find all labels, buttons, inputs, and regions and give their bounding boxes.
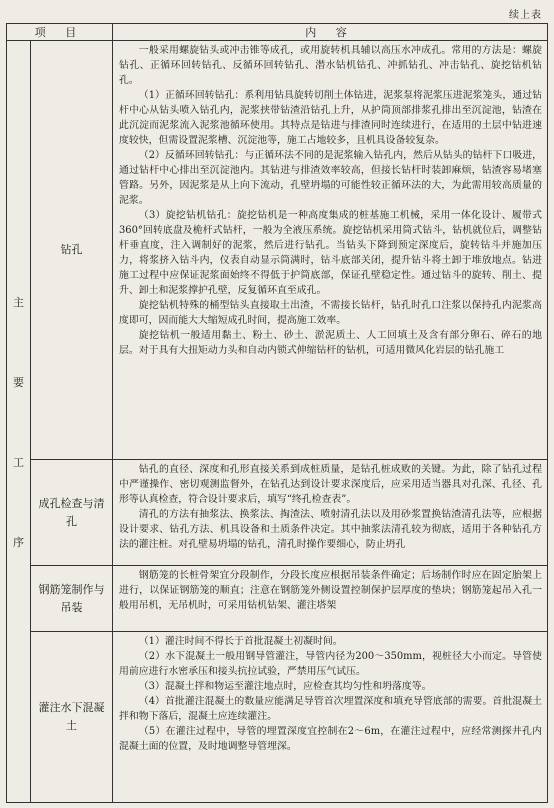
category-cell xyxy=(7,41,31,803)
paragraph: （2）水下混凝土一般用钢导管灌注，导管内径为200～350mm，视桩径大小而定。导管使用前应进行水密承压和接头抗拉试验，严禁用压气试压。 xyxy=(119,651,542,677)
continued-label: 续上表 xyxy=(509,10,542,21)
paragraph: （1）正循环回转钻孔：系利用钻具旋转切削土体钻进，泥浆泵将泥浆压进泥浆笼头，通过钻杆中心从钻头喷入钻孔内，泥浆挟带钻渣沿钻孔上升，从护筒顶部排浆孔排出至沉淀池，钻渣在此沉淀而泥浆流入泥浆池循环使用。其特点是钻进与排渣同时连续进行，在适用的土层中钻进速度较快，但需设置泥浆槽、沉淀池等，施工占地较多，且机具设备较复杂。 xyxy=(119,90,542,146)
header-item: 项 目 xyxy=(7,24,113,41)
paragraph: 旋挖钻机一般适用黏土、粉土、砂土、淤泥质土、人工回填土及含有部分卵石、碎石的地层。对于具有大扭矩动力头和自动内锁式伸缩钻杆的钻机，可适用微风化岩层的钻孔施工 xyxy=(119,330,542,356)
paragraph: 清孔的方法有抽浆法、换浆法、掏渣法、喷射清孔法以及用砂浆置换钻渣清孔法等，应根据设计要求、钻孔方法、机具设备和土质条件决定。其中抽浆法清孔较为彻底，适用于各种钻孔方法的灌注桩。对孔壁易坍塌的钻孔，清孔时操作要细心，防止坍孔 xyxy=(119,509,542,550)
section-content xyxy=(113,460,548,566)
section-content xyxy=(113,632,548,803)
section-content xyxy=(113,566,548,632)
paragraph: （5）在灌注过程中，导管的埋置深度宜控制在2～6m，在灌注过程中，应经常测探井孔内混凝土面的位置，及时地调整导管埋深。 xyxy=(119,726,542,752)
paragraph: （3）混凝土拌和物运至灌注地点时，应检查其均匀性和坍落度等。 xyxy=(138,681,432,692)
section-content xyxy=(113,41,548,460)
paragraph: （4）首批灌注混凝土的数量应能满足导管首次埋置深度和填充导管底部的需要。首批混凝土拌和物下落后，混凝土应连续灌注。 xyxy=(119,696,542,722)
paragraph: （3）旋挖钻机钻孔：旋挖钻机是一种高度集成的桩基施工机械，采用一体化设计、履带式360°回转底盘及桅杆式钻杆，一般为全液压系统。旋挖钻机采用筒式钻斗，钻机就位后，调整钻杆垂直度，注入调制好的泥浆，然后进行钻孔。当钻头下降到预定深度后，旋转钻斗并施加压力，将浆挤入钻斗内，仪表自动显示筒满时，钻斗底部关闭，提升钻斗将土卸于堆放地点。钻进施工过程中应保证泥浆面始终不得低于护筒底部，保证孔壁稳定性。通过钻斗的旋转、削土、提升、卸土和泥浆撑护孔壁，反复循环直至成孔。 xyxy=(119,210,542,296)
section-name: 成孔检查与清孔 xyxy=(31,460,113,566)
paragraph: 钢筋笼的长桩骨架宜分段制作，分段长度应根据吊装条件确定；后场制作时应在固定胎架上进行，以保证钢筋笼的顺直；注意在钢筋笼外侧设置控制保护层厚度的垫块；钢筋笼起吊入孔一般用吊机，无吊机时，可采用钻机钻架、灌注塔架 xyxy=(119,570,542,611)
table-row xyxy=(7,566,548,632)
section-name: 钢筋笼制作与吊装 xyxy=(31,566,113,632)
category-char: 主 xyxy=(13,295,24,309)
paragraph: 旋挖钻机特殊的桶型钻头直接取土出渣，不需接长钻杆，钻孔时孔口注浆以保持孔内泥浆高度即可，因而能大大缩短成孔时间，提高施工效率。 xyxy=(119,300,542,326)
paragraph: （2）反循环回转钻孔：与正循环法不同的是泥浆输入钻孔内，然后从钻头的钻杆下口吸进，通过钻杆中心排出至沉淀池内。其钻进与排渣效率较高，但接长钻杆时装卸麻烦，钻渣容易堵塞管路。另外，因泥浆是从上向下流动，孔壁坍塌的可能性较正循环法的大，为此需用较高质量的泥浆。 xyxy=(119,150,542,206)
table-header-row xyxy=(7,24,548,41)
header-content: 内 容 xyxy=(113,24,548,41)
section-name: 钻孔 xyxy=(31,41,113,460)
table-row xyxy=(7,41,548,460)
paragraph: 一般采用螺旋钻头或冲击锥等成孔，或用旋转机具辅以高压水冲成孔。常用的方法是：螺旋钻孔、正循环回转钻孔、反循环回转钻孔、潜水钻机钻孔、冲抓钻孔、冲击钻孔、旋挖钻机钻孔。 xyxy=(119,45,542,86)
paragraph: 钻孔的直径、深度和孔形直接关系到成桩质量，是钻孔桩成败的关键。为此，除了钻孔过程中严谨操作、密切观测监督外，在钻孔达到设计要求深度后，应采用适当器具对孔深、孔径、孔形等认真检查，符合设计要求后，填写“终孔检查表”。 xyxy=(119,464,542,505)
category-char: 序 xyxy=(13,535,24,549)
construction-table xyxy=(6,23,548,803)
category-char: 要 xyxy=(13,375,24,389)
table-row xyxy=(7,632,548,803)
table-row xyxy=(7,460,548,566)
category-char: 工 xyxy=(13,455,24,469)
section-name: 灌注水下混凝土 xyxy=(31,632,113,803)
paragraph: （1）灌注时间不得长于首批混凝土初凝时间。 xyxy=(138,636,343,647)
